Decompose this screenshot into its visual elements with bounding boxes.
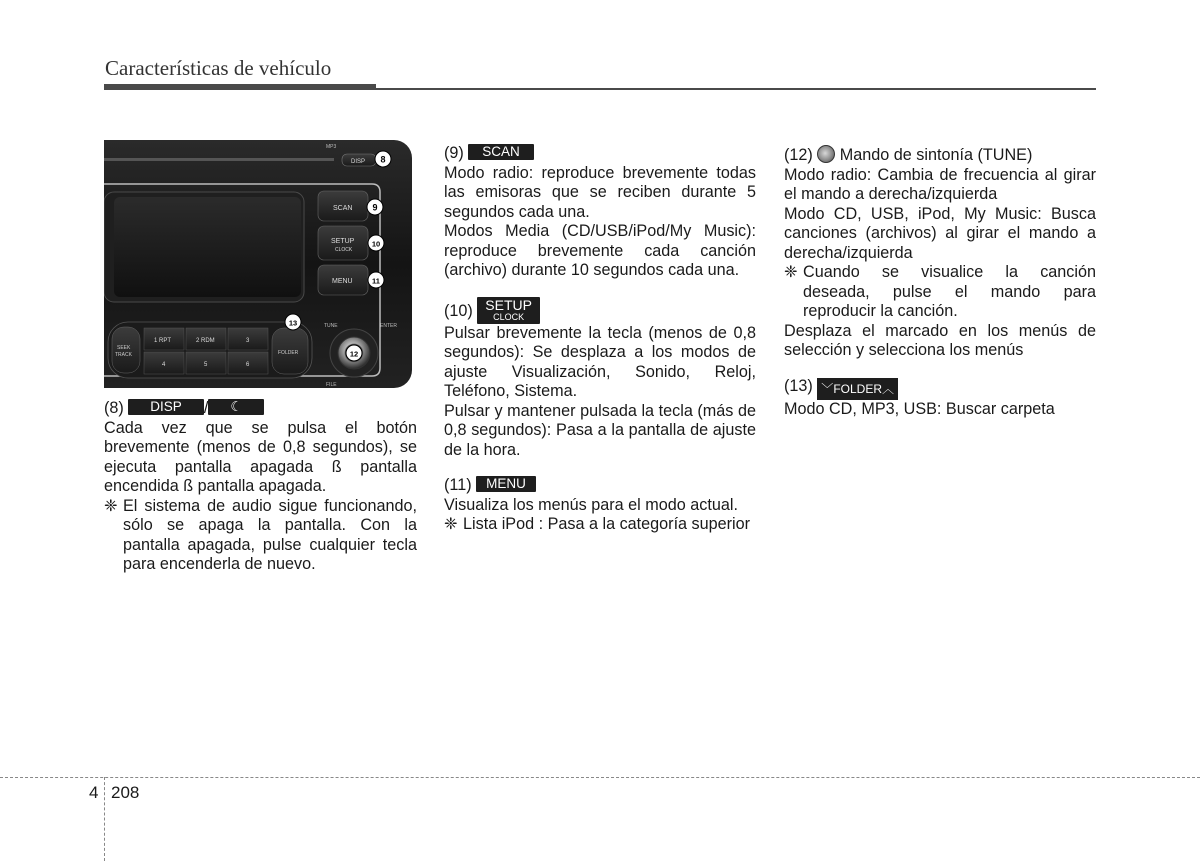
item-11-heading — [444, 476, 756, 496]
bullet-mark: ❈ — [104, 496, 118, 515]
chapter-number: 4 — [89, 783, 99, 802]
item-8-bullet — [104, 497, 417, 575]
radio-label-enter: ENTER — [380, 323, 397, 329]
radio-label-menu: MENU — [332, 278, 353, 285]
preset-2-label: 2 RDM — [196, 338, 215, 344]
item-9-number: (9) — [444, 144, 464, 162]
item-12-label: Mando de sintonía (TUNE) — [839, 146, 1033, 164]
footer-dashed-rule — [0, 777, 1200, 778]
callout-9: 9 — [372, 202, 378, 213]
page-header-title: Características de vehículo — [105, 56, 332, 80]
callout-8: 8 — [380, 154, 386, 165]
item-11-bullet-text: Lista iPod : Pasa a la categoría superior — [463, 515, 751, 533]
column-2 — [444, 144, 756, 535]
folder-key — [817, 378, 898, 400]
bullet-mark: ❈ — [444, 515, 458, 533]
item-8-paragraph: Cada vez que se pulsa el botón brevemente (menos de 0,8 segundos), se ejecuta pantalla apagada ß pantalla encendida ß pantalla apagada. — [104, 418, 417, 495]
item-12-number: (12) — [784, 146, 813, 164]
chevron-up-icon: ︿ — [882, 381, 895, 396]
page-number: 208 — [111, 783, 140, 802]
car-radio-illustration — [104, 140, 414, 390]
tune-knob-icon — [817, 145, 835, 163]
cd-slot — [104, 158, 334, 161]
column-1 — [104, 399, 417, 575]
item-8-heading — [104, 399, 417, 419]
item-10-heading — [444, 297, 756, 324]
item-12-bullet — [784, 263, 1096, 322]
item-12-paragraph-3: Desplaza el marcado en los menús de selección y selecciona los menús — [784, 321, 1096, 359]
item-13-paragraph: Modo CD, MP3, USB: Buscar carpeta — [784, 399, 1055, 418]
callout-12: 12 — [349, 349, 359, 359]
callout-11: 11 — [372, 276, 380, 286]
scan-key: SCAN — [468, 144, 534, 160]
setup-key-label: SETUP — [485, 296, 532, 313]
radio-label-file: FILE — [326, 382, 337, 388]
radio-label-mp3: MP3 — [326, 144, 337, 150]
item-11-paragraph: Visualiza los menús para el modo actual. — [444, 495, 738, 514]
preset-3-label: 3 — [246, 338, 250, 344]
callout-13: 13 — [288, 318, 298, 328]
column-3 — [784, 145, 1096, 419]
item-13-number: (13) — [784, 376, 813, 395]
item-8-bullet-text: El sistema de audio sigue funcionando, sólo se apaga la pantalla. Con la pantalla apagada, pulse cualquier tecla para encenderla de nuevo. — [123, 496, 417, 573]
radio-label-scan: SCAN — [333, 205, 353, 212]
callout-10: 10 — [371, 239, 381, 249]
setup-clock-key — [477, 297, 540, 324]
item-9-paragraph-1: Modo radio: reproduce brevemente todas las emisoras que se reciben durante 5 segundos cada una. — [444, 163, 756, 221]
radio-label-setup: SETUP — [331, 238, 355, 245]
preset-5-label: 5 — [204, 362, 208, 368]
folder-key-label: FOLDER — [833, 381, 882, 396]
item-10-paragraph-1: Pulsar brevemente la tecla (menos de 0,8 segundos): Se desplaza a los modos de ajuste Visualización, Sonido, Reloj, Teléfono, Sistema. — [444, 323, 756, 400]
preset-4-label: 4 — [162, 362, 166, 368]
disp-key: DISP — [128, 399, 204, 415]
item-9-paragraph-2: Modos Media (CD/USB/iPod/My Music): reproduce brevemente cada canción (archivo) durante 10 segundos cada una. — [444, 222, 756, 279]
footer-vertical-dashed-rule — [104, 777, 105, 861]
item-11-bullet — [444, 515, 756, 535]
item-10-paragraph-2: Pulsar y mantener pulsada la tecla (más de 0,8 segundos): Pasa a la pantalla de ajuste de la hora. — [444, 401, 756, 459]
radio-screen — [114, 197, 301, 297]
item-12-heading — [784, 145, 1096, 166]
chevron-down-icon: ﹀ — [821, 381, 834, 396]
preset-6-label: 6 — [246, 362, 250, 368]
item-9-heading — [444, 144, 756, 164]
item-12-bullet-text: Cuando se visualice la canción deseada, pulse el mando para reproducir la canción. — [803, 263, 1096, 320]
item-12-paragraph-1: Modo radio: Cambia de frecuencia al girar el mando a derecha/izquierda — [784, 165, 1096, 203]
radio-label-track: TRACK — [115, 352, 132, 358]
menu-key: MENU — [476, 476, 536, 492]
preset-1-label: 1 RPT — [154, 338, 172, 344]
radio-label-tune: TUNE — [324, 323, 338, 329]
item-11-number: (11) — [444, 476, 472, 494]
moon-icon: ☾ — [208, 399, 264, 415]
bullet-mark: ❈ — [784, 263, 798, 281]
radio-label-disp: DISP — [351, 159, 366, 165]
header-rule-thin — [104, 88, 1096, 90]
clock-key-label: CLOCK — [493, 311, 525, 322]
radio-label-seek: SEEK — [117, 345, 131, 351]
item-8-number: (8) — [104, 399, 124, 417]
item-12-paragraph-2: Modo CD, USB, iPod, My Music: Busca canciones (archivos) al girar el mando a derecha/izquierda — [784, 204, 1096, 262]
radio-label-folder: FOLDER — [278, 350, 299, 356]
item-10-number: (10) — [444, 301, 473, 320]
radio-label-clock: CLOCK — [335, 247, 353, 253]
item-8-separator: / — [203, 399, 209, 417]
item-13-heading — [784, 377, 1096, 400]
